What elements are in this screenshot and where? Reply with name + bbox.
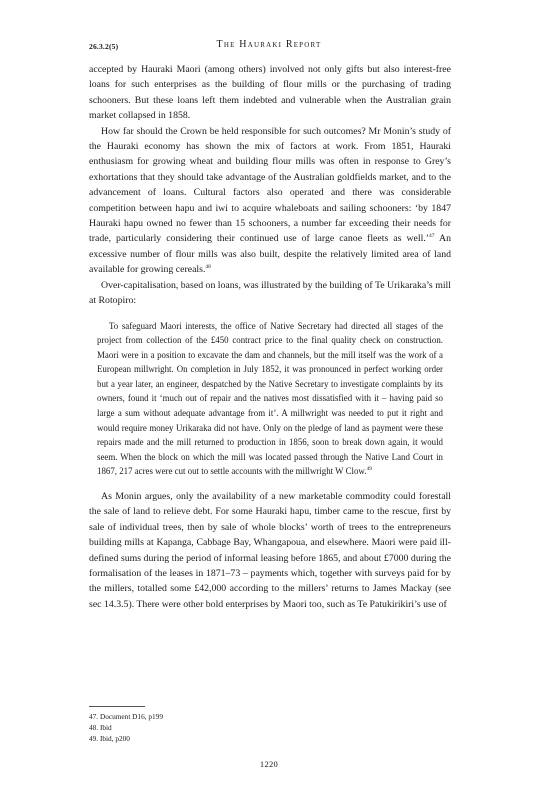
footnote-49: 49. Ibid, p200 — [89, 734, 130, 743]
paragraph-3: Over-capitalisation, based on loans, was illustrated by the building of Te Urikaraka’s mill at Rotopiro: — [89, 279, 451, 307]
footnote-ref-48[interactable]: 48 — [205, 264, 211, 271]
footnote-rule — [89, 706, 145, 707]
paragraph-2-text: How far should the Crown be held responsible for such outcomes? Mr Monin’s study of the Hauraki economy has shown the mix of factors at work. From 1851, Hauraki enthusiasm for growing wheat and building flour mills was often in response to Grey’s exhortations that they should take advantage of the Australian goldfields market, and to the advancement of loans. Cultural factors also operated and there was considerable competition between hapu and iwi to acquire whaleboats and sailing schooners: ‘by 1847 Hauraki hapu owned no fewer than 15 schooners, a number far exceeding their needs for trade, particularly considering their continued use of large canoe fleets as well.’ — [89, 125, 451, 245]
paragraph-4: As Monin argues, only the availability of a new marketable commodity could forestall the sale of land to relieve debt. For some Hauraki hapu, timber came to the rescue, first by sale of individual trees, then by sale of whole blocks’ worth of trees to the entrepreneurs building mills at Kapanga, Cabbage Bay, Whangapoua, and elsewhere. Maori were paid ill-defined sums during the period of informal leasing before 1865, and about £7000 during the formalisation of the leases in 1871–73 – payments which, together with surveys paid for by the millers, totalled some £42,000 according to the millers’ returns to James Mackay (see sec 14.3.5). There were other bold enterprises by Maori too, such as Te Patukirikiri’s use of — [89, 491, 451, 610]
footnote-48: 48. Ibid — [89, 723, 112, 732]
body-text — [89, 62, 451, 612]
page-number: 1220 — [259, 759, 279, 769]
footnote-ref-47[interactable]: 47 — [429, 233, 435, 240]
footnotes — [89, 711, 163, 744]
footnote-ref-49[interactable]: 49 — [366, 466, 372, 473]
paragraph-1: accepted by Hauraki Maori (among others) involved not only gifts but also interest-free loans for such enterprises as the building of flour mills or the purchasing of trading schooners. But these loans left them indebted and vulnerable when the Australian grain market collapsed in 1858. — [89, 64, 451, 122]
footnote-47: 47. Document D16, p199 — [89, 712, 163, 721]
running-title: The Hauraki Report — [216, 39, 322, 50]
paragraph-2 — [89, 124, 451, 278]
paragraph-2-text-cont: An excessive number of flour mills was also built, despite the relatively limited area of land available for growing cereals. — [89, 233, 451, 276]
block-quote — [89, 319, 451, 480]
section-number: 26.3.2(5) — [89, 42, 119, 51]
block-quote-text: To safeguard Maori interests, the office of Native Secretary had directed all stages of the project from collection of the £450 contract price to the final quality check on construction. Maori were in a position to excavate the dam and channels, but the mill itself was the work of a European millwright. On completion in July 1852, it was pronounced in perfect working order but a year later, an engineer, despatched by the Native Secretary to investigate complaints by its owners, found it ‘much out of repair and the natives most dissatisfied with it – having paid so large a sum without adequate advantage from it’. A millwright was needed to put it right and would require money Urikaraka did not have. Only on the pledge of land as payment were these repairs made and the mill returned to production in 1856, soon to break down again, it would seem. When the block on which the mill was located passed through the Native Land Court in 1867, 217 acres were cut out to settle accounts with the millwright W Clow. — [97, 320, 443, 477]
